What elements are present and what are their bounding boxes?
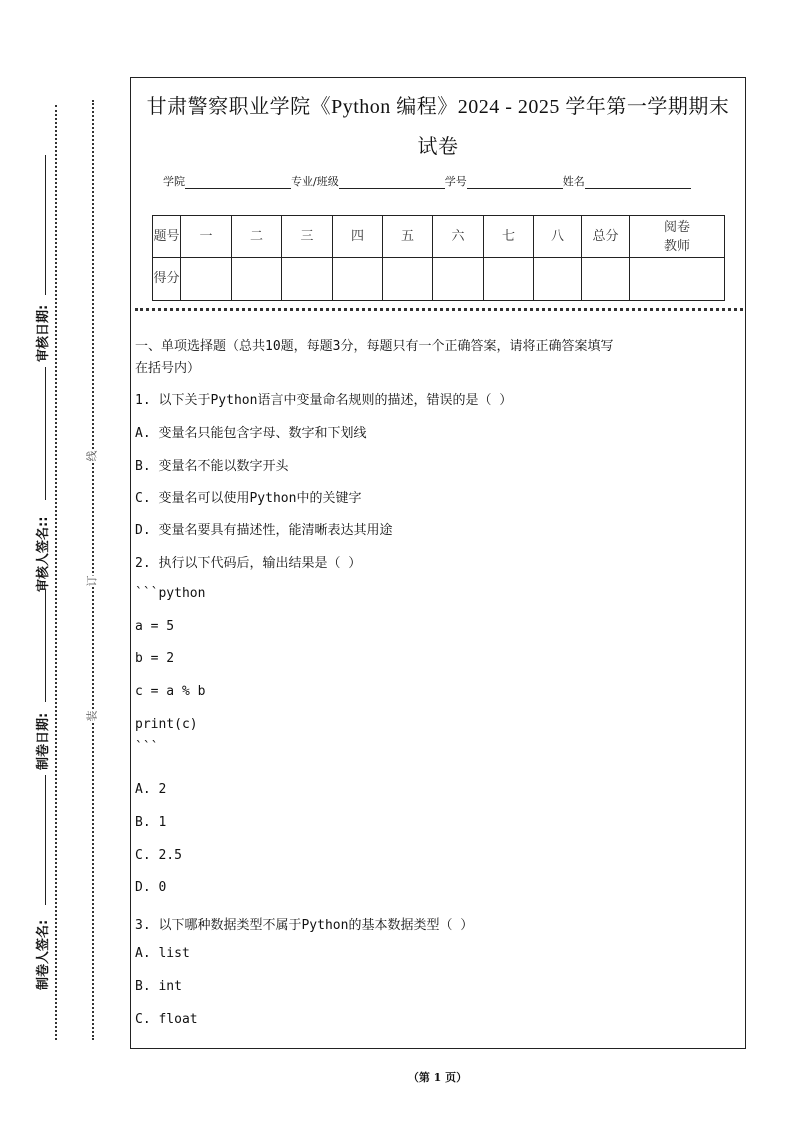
answer-option: D. 变量名要具有描述性，能清晰表达其用途 [135, 523, 393, 538]
header-cell: 二 [232, 216, 282, 258]
section-heading: 在括号内） [135, 361, 201, 376]
answer-option: B. int [135, 979, 182, 994]
page-number: （第 1 页） [407, 1071, 468, 1084]
score-cell[interactable] [433, 258, 484, 301]
prepare-date-label: 制卷日期: [36, 712, 51, 770]
code-line: print(c) [135, 717, 198, 732]
prepare-date-underline [45, 590, 46, 702]
binding-dotted-line-inner [92, 100, 94, 1040]
header-cell: 五 [383, 216, 433, 258]
answer-option: C. 2.5 [135, 848, 182, 863]
header-cell: 一 [181, 216, 232, 258]
name-label: 姓名 [562, 175, 585, 188]
section-heading: 一、单项选择题（总共10题，每题3分，每题只有一个正确答案，请将正确答案填写 [135, 339, 614, 354]
exam-title-line2: 试卷 [417, 136, 459, 158]
name-field[interactable] [585, 176, 691, 189]
code-line: ```python [135, 586, 206, 601]
college-field[interactable] [185, 176, 291, 189]
answer-option: A. 2 [135, 782, 167, 797]
preparer-signature-underline [45, 775, 46, 905]
review-date-label: 审核日期: [36, 304, 51, 362]
code-line: c = a % b [135, 684, 206, 699]
score-cell[interactable] [534, 258, 582, 301]
code-line: b = 2 [135, 651, 175, 666]
answer-option: A. list [135, 946, 190, 961]
header-cell: 三 [282, 216, 333, 258]
score-table-score-row [153, 258, 725, 301]
score-table-header-row [153, 216, 725, 258]
score-cell[interactable] [582, 258, 630, 301]
major-field[interactable] [339, 176, 445, 189]
seal-dotted-line [135, 308, 743, 311]
header-cell: 八 [534, 216, 582, 258]
college-label: 学院 [163, 175, 185, 188]
score-cell[interactable] [232, 258, 282, 301]
header-cell: 六 [433, 216, 484, 258]
binding-char-zhuang: 装 [85, 710, 99, 722]
header-cell: 总分 [582, 216, 630, 258]
binding-char-ding: 订 [85, 575, 99, 587]
answer-option: D. 0 [135, 880, 167, 895]
answer-option: B. 变量名不能以数字开头 [135, 459, 289, 474]
exam-title-line1: 甘肃警察职业学院《Python 编程》2024 - 2025 学年第一学期期末 [146, 96, 730, 118]
header-cell: 七 [484, 216, 534, 258]
question: 1. 以下关于Python语言中变量命名规则的描述，错误的是（ ） [135, 393, 513, 408]
score-cell[interactable] [383, 258, 433, 301]
score-row-label: 得分 [153, 258, 181, 301]
answer-option: B. 1 [135, 815, 167, 830]
reviewer-signature-underline [45, 367, 46, 500]
score-cell[interactable] [181, 258, 232, 301]
answer-option: A. 变量名只能包含字母、数字和下划线 [135, 426, 367, 441]
question: 2. 执行以下代码后，输出结果是（ ） [135, 556, 362, 571]
preparer-signature-label: 制卷人签名: [36, 919, 51, 990]
review-date-underline [45, 155, 46, 295]
header-cell: 四 [333, 216, 383, 258]
score-cell[interactable] [333, 258, 383, 301]
answer-option: C. 变量名可以使用Python中的关键字 [135, 491, 362, 506]
score-cell[interactable] [484, 258, 534, 301]
student-id-field[interactable] [467, 176, 563, 189]
student-id-label: 学号 [444, 175, 467, 188]
score-cell[interactable] [282, 258, 333, 301]
header-cell: 阅卷教师 [630, 216, 725, 258]
code-line: ``` [135, 740, 159, 755]
score-cell[interactable] [630, 258, 725, 301]
question: 3. 以下哪种数据类型不属于Python的基本数据类型（ ） [135, 918, 474, 933]
answer-option: C. float [135, 1012, 198, 1027]
reviewer-signature-label: 审核人签名:: [36, 516, 51, 592]
binding-char-xian: 线 [85, 450, 99, 462]
major-label: 专业/班级 [291, 175, 339, 188]
score-table [152, 215, 725, 301]
code-line: a = 5 [135, 619, 175, 634]
binding-dotted-line-outer [55, 105, 57, 1040]
student-info-row [163, 173, 691, 189]
header-cell: 题号 [153, 216, 181, 258]
